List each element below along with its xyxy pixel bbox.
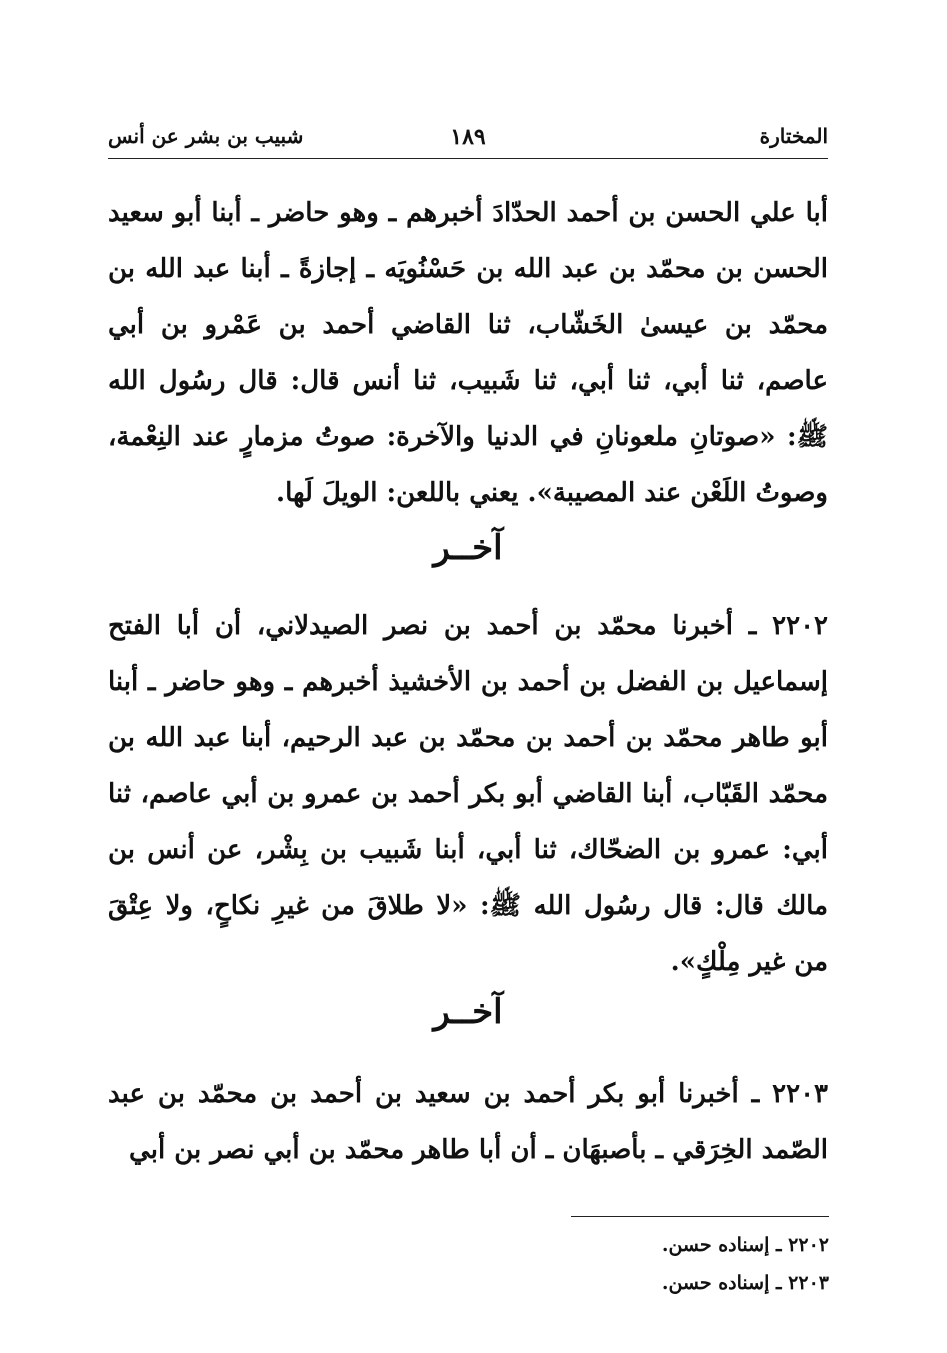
footnote-2202: ٢٢٠٢ ـ إسناده حسن. (661, 1234, 829, 1256)
footnote-divider (571, 1216, 829, 1217)
section-heading: آخــر (433, 528, 503, 568)
book-title: المختارة (759, 124, 828, 148)
page-number: ١٨٩ (450, 124, 486, 150)
hadith-continuation-paragraph: أبا علي الحسن بن أحمد الحدّادَ أخبرهم ـ وهو حاضر ـ أبنا أبو سعيد الحسن بن محمّد بن عبد الله بن حَسْنُويَه ـ إجازةً ـ أبنا عبد الله بن محمّد بن عيسىٰ الخَشّاب، ثنا القاضي أحمد بن عَمْرو بن أبي عاصم، ثنا أبي، ثنا أبي، ثنا شَبيب، ثنا أنس قال: قال رسُول الله ﷺ: «صوتانِ ملعونانِ في الدنيا والآخرة: صوتُ مزمارٍ عند النِعْمة، وصوتُ اللَعْن عند المصيبة». يعني باللعن: الويلَ لَها. (108, 198, 828, 508)
running-header (108, 118, 828, 159)
hadith-paragraph-2202: ٢٢٠٢ ـ أخبرنا محمّد بن أحمد بن نصر الصيدلاني، أن أبا الفتح إسماعيل بن الفضل بن أحمد بن الأخشيذ أخبرهم ـ وهو حاضر ـ أبنا أبو طاهر محمّد بن أحمد بن محمّد بن عبد الرحيم، أبنا عبد الله بن محمّد القَبّاب، أبنا القاضي أبو بكر أحمد بن عمرو بن أبي عاصم، ثنا أبي: عمرو بن الضحّاك، ثنا أبي، أبنا شَبيب بن بِشْر، عن أنس بن مالك قال: قال رسُول الله ﷺ: «لا طلاقَ من غيرِ نكاحٍ، ولا عِتْقَ من غير مِلْكٍ». (108, 611, 828, 977)
hadith-paragraph-2203: ٢٢٠٣ ـ أخبرنا أبو بكر أحمد بن سعيد بن أحمد بن محمّد بن عبد الصّمد الخِرَقي ـ بأصبهَان ـ أن أبا طاهر محمّد بن أبي نصر بن أبي (108, 1079, 829, 1165)
chapter-title: شبيب بن بشر عن أنس (108, 124, 304, 148)
footnotes (329, 1226, 829, 1302)
footnote-2203: ٢٢٠٣ ـ إسناده حسن. (661, 1272, 829, 1294)
section-heading: آخــر (433, 992, 503, 1032)
